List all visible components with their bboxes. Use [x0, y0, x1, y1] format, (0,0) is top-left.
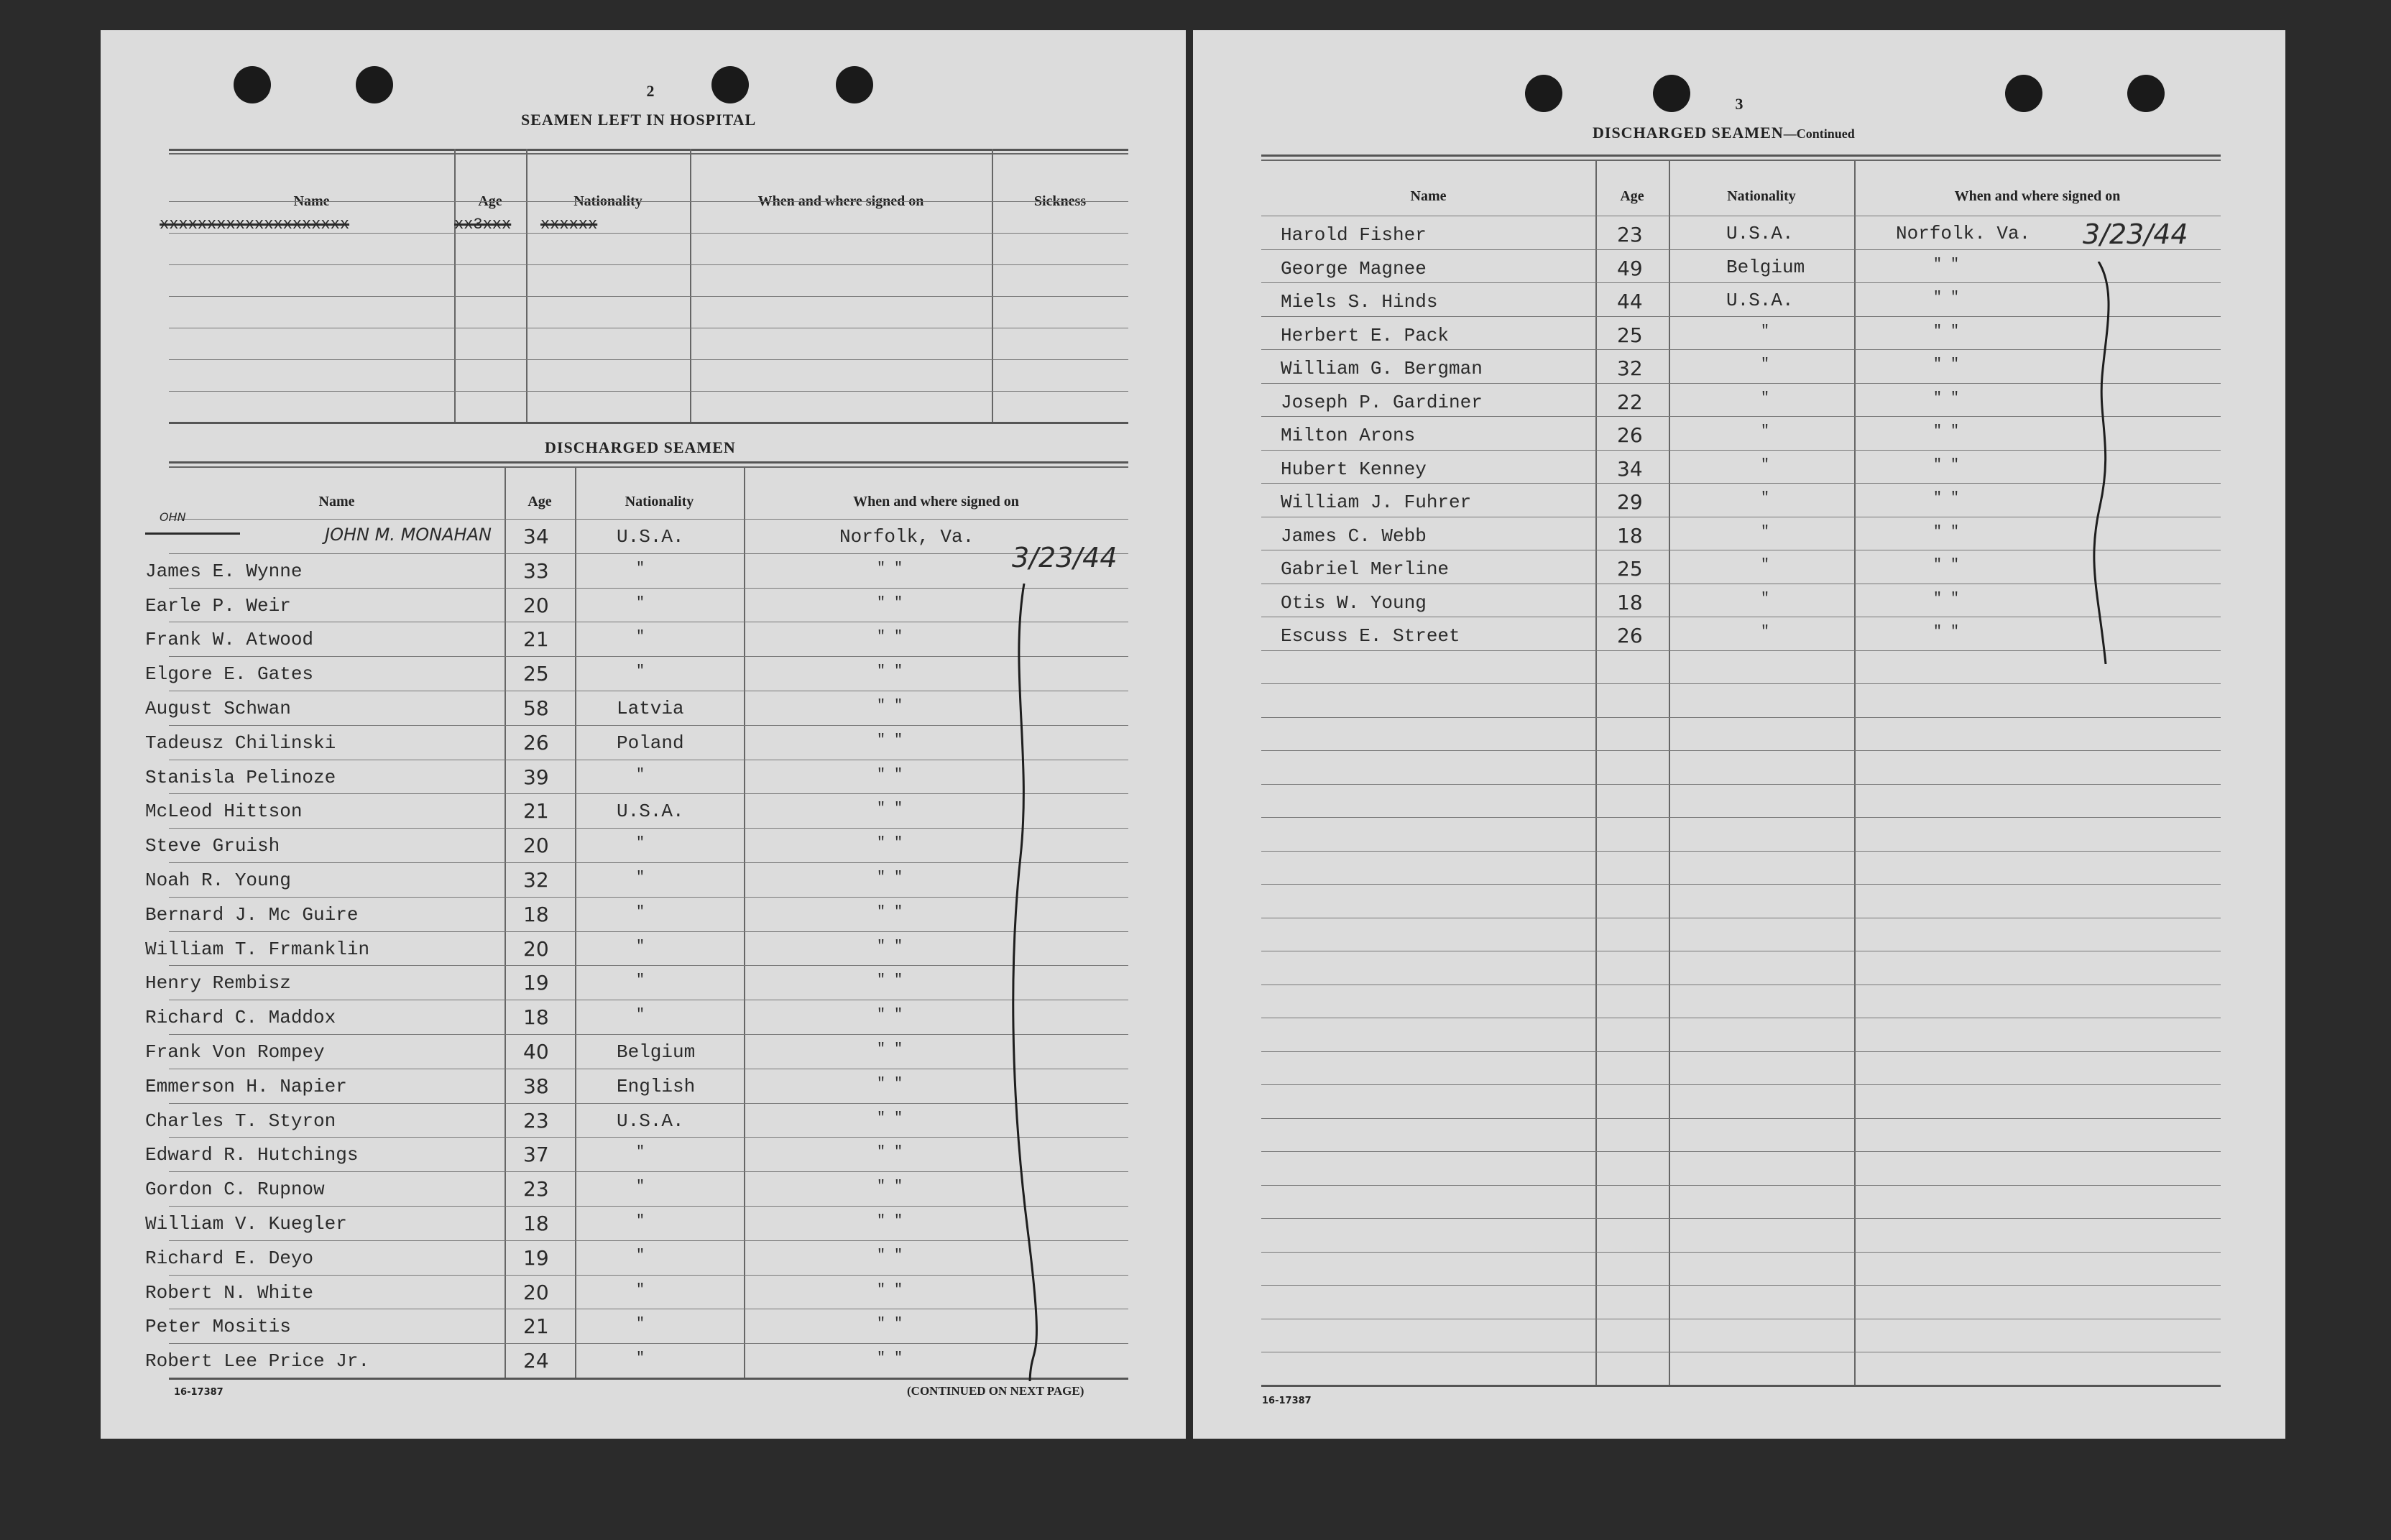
header-rule [169, 201, 1128, 202]
seaman-age: 23 [523, 1177, 549, 1202]
seaman-nationality: " [636, 663, 645, 681]
signed-on: " " [877, 1247, 903, 1264]
signed-on: " " [877, 766, 903, 783]
seaman-age: 20 [523, 834, 549, 858]
seaman-nationality: " [636, 560, 645, 577]
signed-on: " " [877, 1213, 903, 1230]
row-rule [169, 1206, 1128, 1207]
signed-on: " " [877, 870, 903, 886]
seaman-age: 34 [523, 525, 549, 548]
signed-on: " " [877, 835, 903, 852]
column-header: Name [318, 494, 355, 510]
seaman-nationality: Poland [617, 732, 684, 754]
seaman-age: 23 [1617, 223, 1643, 246]
table-top-rule [169, 149, 1128, 151]
signed-on: " " [877, 1007, 903, 1024]
row-rule [1261, 884, 2221, 885]
row-rule [1261, 282, 2221, 283]
row-rule [1261, 1151, 2221, 1152]
seaman-nationality: " [1761, 356, 1770, 373]
seaman-nationality: " [636, 1247, 645, 1264]
signed-on: " " [877, 1316, 903, 1333]
signed-on: " " [1933, 256, 1960, 273]
continued-note: (CONTINUED ON NEXT PAGE) [907, 1384, 1084, 1398]
column-header: Name [293, 193, 330, 209]
seaman-age: 29 [1617, 490, 1643, 514]
row-rule [1261, 249, 2221, 250]
seaman-nationality: English [617, 1075, 696, 1097]
column-header: When and where signed on [853, 494, 1019, 510]
row-rule [1261, 650, 2221, 651]
seaman-nationality: " [1761, 490, 1770, 507]
signed-on: " " [877, 1179, 903, 1196]
row-rule [1261, 817, 2221, 818]
seaman-name: James E. Wynne [145, 560, 303, 582]
signed-on: " " [877, 732, 903, 749]
struck-name: xxxxxxxxxxxxxxxxxxxx [160, 216, 350, 234]
row-rule [169, 588, 1128, 589]
signed-on: " " [877, 663, 903, 681]
ditto-brace-line [1003, 584, 1046, 1381]
seaman-name: Peter Mositis [145, 1316, 291, 1338]
row-rule [1261, 683, 2221, 684]
row-rule [1261, 316, 2221, 317]
seaman-nationality: " [636, 1213, 645, 1230]
seaman-name: August Schwan [145, 698, 291, 719]
seaman-name: Bernard J. Mc Guire [145, 903, 359, 926]
seaman-nationality: Belgium [1726, 256, 1805, 278]
seaman-age: 32 [523, 868, 549, 892]
signed-on: " " [1933, 624, 1960, 640]
seaman-name: James C. Webb [1281, 525, 1427, 547]
signed-on: " " [1933, 423, 1960, 440]
struck-nationality: xxxxxx [540, 216, 598, 234]
column-divider [1854, 160, 1856, 1385]
seaman-age: 26 [1617, 624, 1643, 647]
row-rule [1261, 1185, 2221, 1186]
date-note: 3/23/44 [1012, 542, 1118, 573]
column-divider [744, 466, 745, 1378]
hospital-section-title: SEAMEN LEFT IN HOSPITAL [521, 111, 757, 129]
row-rule [169, 828, 1128, 829]
column-divider [1595, 160, 1597, 1385]
seaman-name: Tadeusz Chilinski [145, 732, 336, 754]
seaman-nationality: " [636, 766, 645, 783]
seaman-age: 44 [1617, 290, 1643, 313]
signed-on: " " [1933, 389, 1960, 407]
row-rule [169, 1137, 1128, 1138]
struck-age: xx3xxx [454, 216, 512, 234]
row-rule [1261, 416, 2221, 417]
seaman-name: Gordon C. Rupnow [145, 1179, 325, 1201]
table-bottom-rule [1261, 1385, 2221, 1387]
column-header: When and where signed on [1954, 188, 2121, 204]
signed-on: " " [877, 972, 903, 990]
row-rule [169, 793, 1128, 794]
row-rule [169, 862, 1128, 863]
seaman-nationality: " [1761, 523, 1770, 540]
seaman-nationality: " [1761, 456, 1770, 474]
row-rule [169, 264, 1128, 265]
row-rule [1261, 750, 2221, 751]
seaman-name: Henry Rembisz [145, 972, 291, 995]
seaman-nationality: U.S.A. [617, 526, 684, 548]
seaman-nationality: " [1761, 624, 1770, 640]
date-note: 3/23/44 [2083, 218, 2188, 250]
signed-on: " " [877, 1144, 903, 1161]
page-number: 2 [646, 82, 655, 100]
row-rule [1261, 383, 2221, 384]
row-rule [169, 725, 1128, 726]
seaman-name: William T. Frmanklin [145, 938, 370, 960]
seaman-age: 21 [523, 1314, 549, 1339]
seaman-name: Hubert Kenney [1281, 458, 1427, 480]
seaman-name: Stanisla Pelinoze [145, 766, 336, 788]
signed-on: Norfolk. Va. [1896, 223, 2031, 244]
seaman-name: William G. Bergman [1281, 358, 1483, 379]
seaman-nationality: " [636, 870, 645, 886]
right-page [1193, 30, 2285, 1439]
column-header: Age [528, 494, 552, 510]
signed-on: " " [877, 1041, 903, 1058]
seaman-age: 25 [1617, 323, 1643, 347]
seaman-nationality: " [1761, 389, 1770, 407]
seaman-name: Frank Von Rompey [145, 1041, 325, 1063]
seaman-name: Robert N. White [145, 1281, 314, 1304]
signed-on: " " [877, 903, 903, 921]
row-rule [169, 965, 1128, 966]
page-number: 3 [1735, 95, 1743, 113]
seaman-age: 38 [523, 1074, 549, 1098]
left-page [101, 30, 1186, 1439]
seaman-nationality: " [636, 1179, 645, 1196]
seaman-name: Frank W. Atwood [145, 629, 314, 651]
signed-on: " " [1933, 490, 1960, 507]
column-header: Age [1620, 188, 1644, 204]
seaman-name: Milton Arons [1281, 425, 1416, 446]
seaman-nationality: " [636, 1316, 645, 1333]
signed-on: " " [877, 594, 903, 612]
seaman-nationality: " [636, 1281, 645, 1299]
form-number: 16-17387 [174, 1387, 224, 1398]
seaman-nationality: " [1761, 323, 1770, 340]
row-rule [1261, 784, 2221, 785]
seaman-name: Joseph P. Gardiner [1281, 391, 1483, 413]
column-header: Name [1410, 188, 1447, 204]
seaman-nationality: " [636, 835, 645, 852]
seaman-name: JOHN M. MONAHAN [325, 525, 492, 545]
seaman-age: 49 [1617, 256, 1643, 280]
seaman-name: Noah R. Young [145, 870, 291, 891]
signed-on: " " [1933, 557, 1960, 573]
table-top-rule [1261, 155, 2221, 157]
signed-on: Norfolk, Va. [839, 526, 975, 548]
seaman-name: Otis W. Young [1281, 591, 1427, 614]
table-bottom-rule [169, 422, 1128, 424]
seaman-name: Charles T. Styron [145, 1110, 336, 1132]
row-rule [169, 1171, 1128, 1172]
row-rule [169, 359, 1128, 360]
signed-on: " " [1933, 290, 1960, 306]
column-header: When and where signed on [757, 193, 924, 209]
seaman-nationality: " [636, 594, 645, 612]
column-header: Nationality [573, 193, 642, 209]
seaman-age: 19 [523, 1245, 549, 1270]
ditto-brace-line [2084, 262, 2127, 664]
seaman-nationality: " [636, 1007, 645, 1024]
signed-on: " " [877, 1110, 903, 1127]
row-rule [1261, 1051, 2221, 1052]
table-top-rule [1261, 160, 2221, 161]
seaman-nationality: U.S.A. [1726, 290, 1794, 311]
seaman-name: William V. Kuegler [145, 1213, 347, 1235]
seaman-name: George Magnee [1281, 257, 1427, 280]
signed-on: " " [877, 698, 903, 714]
seaman-age: 24 [523, 1349, 549, 1373]
header-rule [169, 519, 1128, 520]
row-rule [169, 296, 1128, 297]
struck-original-name [145, 525, 240, 543]
right-section-title: DISCHARGED SEAMEN—Continued [1593, 124, 1855, 142]
seaman-name: Miels S. Hinds [1281, 291, 1438, 313]
seaman-name: Emmerson H. Napier [145, 1075, 347, 1097]
table-top-rule [169, 153, 1128, 155]
seaman-name: Richard C. Maddox [145, 1007, 336, 1029]
row-rule [1261, 450, 2221, 451]
signed-on: " " [1933, 356, 1960, 373]
seaman-nationality: Latvia [617, 698, 684, 719]
seaman-age: 19 [523, 971, 549, 995]
row-rule [169, 1343, 1128, 1344]
seaman-age: 34 [1617, 456, 1643, 481]
column-divider [505, 466, 506, 1378]
seaman-name: Harold Fisher [1281, 224, 1427, 246]
signed-on: " " [877, 1350, 903, 1368]
column-divider [575, 466, 576, 1378]
seaman-name: Robert Lee Price Jr. [145, 1350, 370, 1373]
signed-on: " " [1933, 523, 1960, 540]
column-header: Sickness [1033, 193, 1087, 209]
row-rule [1261, 1118, 2221, 1119]
seaman-age: 25 [523, 662, 549, 686]
seaman-name: William J. Fuhrer [1281, 492, 1472, 513]
column-divider [526, 149, 528, 422]
seaman-age: 33 [523, 558, 549, 583]
row-rule [169, 553, 1128, 554]
seaman-age: 26 [523, 730, 549, 755]
signed-on: " " [877, 938, 903, 955]
seaman-nationality: " [636, 1350, 645, 1368]
name-correction: OHN [160, 510, 186, 524]
seaman-age: 18 [523, 1005, 549, 1030]
row-rule [169, 1103, 1128, 1104]
row-rule [1261, 1285, 2221, 1286]
row-rule [1261, 349, 2221, 350]
table-bottom-rule [169, 1378, 1128, 1380]
seaman-name: Escuss E. Street [1281, 625, 1460, 647]
row-rule [169, 897, 1128, 898]
row-rule [169, 656, 1128, 657]
seaman-nationality: " [636, 972, 645, 990]
seaman-age: 23 [523, 1108, 549, 1133]
seaman-age: 21 [523, 799, 549, 824]
column-divider [992, 149, 993, 422]
seaman-age: 18 [1617, 590, 1643, 614]
seaman-name: Gabriel Merline [1281, 558, 1450, 580]
seaman-age: 40 [523, 1040, 549, 1064]
column-divider [690, 149, 691, 422]
table-top-rule [169, 461, 1128, 464]
signed-on: " " [1933, 456, 1960, 474]
seaman-age: 25 [1617, 557, 1643, 581]
row-rule [169, 1275, 1128, 1276]
row-rule [1261, 717, 2221, 718]
seaman-nationality: " [1761, 590, 1770, 607]
seaman-nationality: " [636, 938, 645, 955]
row-rule [1261, 1084, 2221, 1085]
seaman-age: 20 [523, 936, 549, 961]
signed-on: " " [877, 1281, 903, 1299]
seaman-age: 20 [523, 593, 549, 617]
seaman-age: 26 [1617, 423, 1643, 447]
seaman-nationality: " [1761, 557, 1770, 573]
signed-on: " " [1933, 323, 1960, 340]
seaman-age: 58 [523, 696, 549, 720]
seaman-name: Edward R. Hutchings [145, 1144, 359, 1166]
seaman-name: McLeod Hittson [145, 801, 303, 823]
seaman-age: 20 [523, 1280, 549, 1304]
signed-on: " " [877, 801, 903, 818]
seaman-nationality: " [636, 1144, 645, 1161]
column-header: Nationality [625, 494, 694, 510]
seaman-nationality: U.S.A. [1726, 223, 1794, 244]
seaman-age: 22 [1617, 389, 1643, 414]
discharged-section-title: DISCHARGED SEAMEN [545, 438, 736, 456]
row-rule [169, 1034, 1128, 1035]
seaman-nationality: " [1761, 423, 1770, 440]
seaman-age: 18 [523, 1212, 549, 1235]
seaman-age: 39 [523, 765, 549, 789]
seaman-nationality: U.S.A. [617, 801, 684, 823]
form-number: 16-17387 [1262, 1396, 1312, 1406]
column-divider [454, 149, 456, 422]
signed-on: " " [877, 560, 903, 577]
seaman-age: 32 [1617, 356, 1643, 380]
row-rule [169, 1240, 1128, 1241]
seaman-age: 18 [1617, 523, 1643, 548]
row-rule [1261, 483, 2221, 484]
seaman-name: Elgore E. Gates [145, 663, 314, 686]
signed-on: " " [1933, 590, 1960, 607]
row-rule [1261, 1218, 2221, 1219]
seaman-age: 18 [523, 902, 549, 926]
seaman-nationality: Belgium [617, 1041, 696, 1063]
seaman-name: Earle P. Weir [145, 594, 291, 617]
column-header: Nationality [1727, 188, 1796, 204]
row-rule [169, 931, 1128, 932]
seaman-nationality: U.S.A. [617, 1110, 684, 1132]
seaman-nationality: " [636, 629, 645, 646]
column-header: Age [478, 193, 502, 209]
seaman-name: Herbert E. Pack [1281, 324, 1450, 346]
seaman-age: 37 [523, 1143, 549, 1167]
seaman-nationality: " [636, 903, 645, 921]
seaman-age: 21 [523, 627, 549, 652]
signed-on: " " [877, 1075, 903, 1092]
row-rule [169, 391, 1128, 392]
table-top-rule [169, 466, 1128, 468]
signed-on: " " [877, 629, 903, 646]
row-rule [1261, 851, 2221, 852]
seaman-name: Richard E. Deyo [145, 1247, 314, 1269]
row-rule [1261, 1252, 2221, 1253]
seaman-name: Steve Gruish [145, 835, 280, 857]
column-divider [1669, 160, 1670, 1385]
